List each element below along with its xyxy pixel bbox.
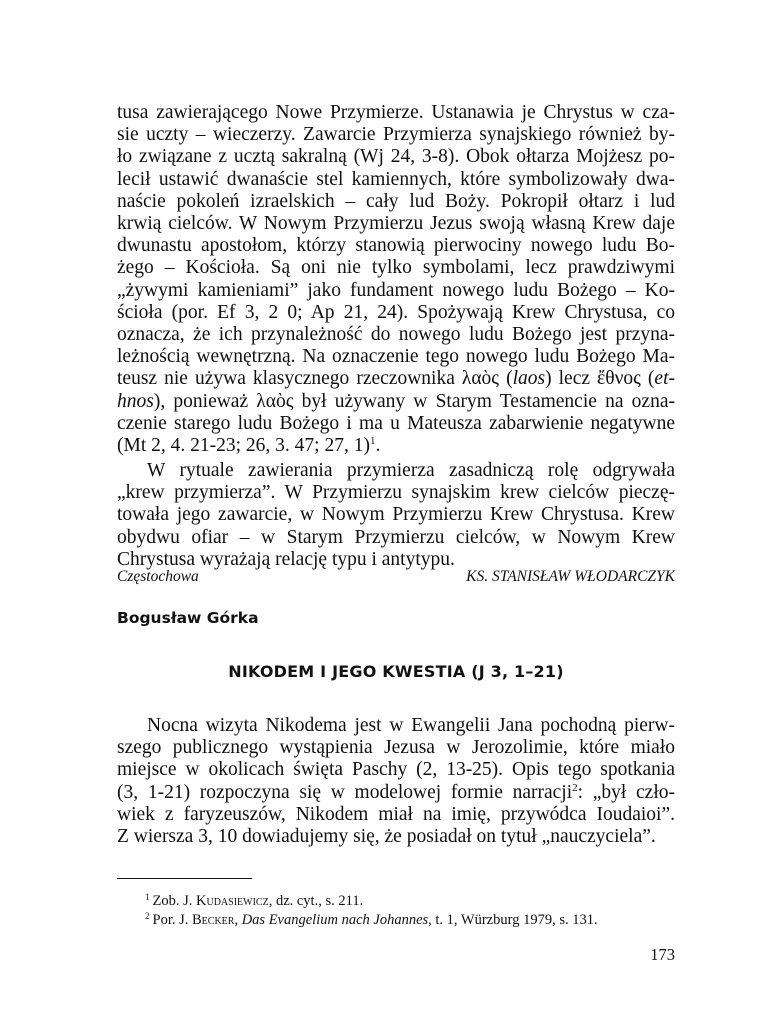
text-line xyxy=(117,435,675,457)
text-line: Chrystusa wyrażają relację typu i antytypu. xyxy=(117,548,455,570)
footnote-2 xyxy=(145,907,675,929)
text-line: ścioła (por. Ef 3, 2 0; Ap 21, 24). Spożywają Krew Chrystusa, co xyxy=(117,301,675,323)
text-line: czenie starego ludu Bożego i ma u Mateusza zabarwienie negatywne xyxy=(117,412,675,434)
footnote-separator xyxy=(117,878,252,879)
signature-author: KS. STANISŁAW WŁODARCZYK xyxy=(466,568,675,585)
text-line: lecił ustawić dwanaście stel kamiennych, które symbolizowały dwa- xyxy=(117,168,675,190)
text-line: obydwu ofiar – w Starym Przymierzu cielców, w Nowym Krew xyxy=(117,526,675,548)
text-line: tusa zawierającego Nowe Przymierze. Ustanawia je Chrystus w cza- xyxy=(117,102,675,123)
footnote-text: , xyxy=(234,912,242,928)
footnote-text: Zob. J. xyxy=(152,893,196,909)
text-line: „krew przymierza”. W Przymierzu synajskim krew cielców pieczę- xyxy=(117,482,675,504)
footnote-text: , dz. cyt., s. 211. xyxy=(268,893,364,909)
text-line: oznacza, że ich przynależność do nowego ludu Bożego jest przyna- xyxy=(117,324,675,345)
italic-term: laos xyxy=(512,368,546,390)
text-run: . xyxy=(375,435,381,456)
footnote-number: 1 xyxy=(145,892,150,902)
page-number: 173 xyxy=(650,945,675,964)
text-line xyxy=(117,782,675,804)
text-line: naście pokoleń izraelskich – cały lud Boży. Pokropił ołtarz i lud xyxy=(117,190,675,212)
text-run: (3, 1-21) rozpoczyna się w modelowej formie narracji xyxy=(117,781,573,803)
text-line: dwunastu apostołom, którzy stanowią pierwociny nowego ludu Bo- xyxy=(117,235,675,257)
footnote-author: Becker xyxy=(192,912,235,928)
text-line xyxy=(117,391,675,413)
footnote-reference[interactable]: 1 xyxy=(369,435,376,447)
italic-term: hnos xyxy=(117,390,154,412)
text-line xyxy=(117,368,675,390)
text-line: towała jego zawarcie, w Nowym Przymierzu Krew Chrystusa. Krew xyxy=(117,504,675,526)
text-run: : „był czło- xyxy=(577,781,675,803)
next-article-author: Bogusław Górka xyxy=(117,609,259,627)
footnote-author: Kudasiewicz xyxy=(196,893,269,909)
text-line: miejsce w okolicach święta Paschy (2, 13-25). Opis tego spotkania xyxy=(117,759,675,781)
text-line: krwią cielców. W Nowym Przymierzu Jezus swoją własną Krew daje xyxy=(117,213,675,234)
text-line: szego publicznego wystąpienia Jezusa w Jerozolimie, które miało xyxy=(117,737,675,759)
footnote-text: Por. J. xyxy=(152,912,192,928)
footnote-text: , t. 1, Würzburg 1979, s. 131. xyxy=(428,912,598,928)
text-run: teusz nie używa klasycznego rzeczownika λαὸς ( xyxy=(117,368,513,390)
text-line: ło związane z ucztą sakralną (Wj 24, 3-8). Obok ołtarza Mojżesz po- xyxy=(117,146,675,168)
next-article-title: NIKODEM I JEGO KWESTIA (J 3, 1–21) xyxy=(228,662,564,681)
footnote-number: 2 xyxy=(145,911,150,921)
footnote-reference[interactable]: 2 xyxy=(572,781,578,794)
text-line: wiek z faryzeuszów, Nikodem miał na imię, przywódca Ioudaioi”. xyxy=(117,803,675,825)
text-line: Nocna wizyta Nikodema jest w Ewangelii Jana pochodną pierw- xyxy=(147,715,675,736)
text-line: sie uczty – wieczerzy. Zawarcie Przymierza synajskiego również by- xyxy=(117,124,675,146)
text-line: Z wiersza 3, 10 dowiadujemy się, że posiadał on tytuł „nauczyciela”. xyxy=(117,826,656,847)
italic-term: et- xyxy=(654,368,675,390)
text-run: ), ponieważ λαὸς był używany w Starym Testamencie na ozna- xyxy=(153,390,675,412)
article-signature xyxy=(117,566,675,588)
footnote-title: Das Evangelium nach Johannes xyxy=(241,912,429,928)
text-run: (Mt 2, 4. 21-23; 26, 3. 47; 27, 1) xyxy=(117,435,370,456)
text-line: „żywymi kamieniami” jako fundament nowego ludu Bożego – Ko- xyxy=(117,279,675,301)
text-line: W rytuale zawierania przymierza zasadniczą rolę odgrywała xyxy=(147,460,675,481)
text-line: leżnością wewnętrzną. Na oznaczenie tego nowego ludu Bożego Ma- xyxy=(117,346,675,368)
signature-place: Częstochowa xyxy=(117,568,199,585)
text-run: ) lecz ἔθνος ( xyxy=(545,368,655,390)
text-line: żego – Kościoła. Są oni nie tylko symbolami, lecz prawdziwymi xyxy=(117,257,675,279)
